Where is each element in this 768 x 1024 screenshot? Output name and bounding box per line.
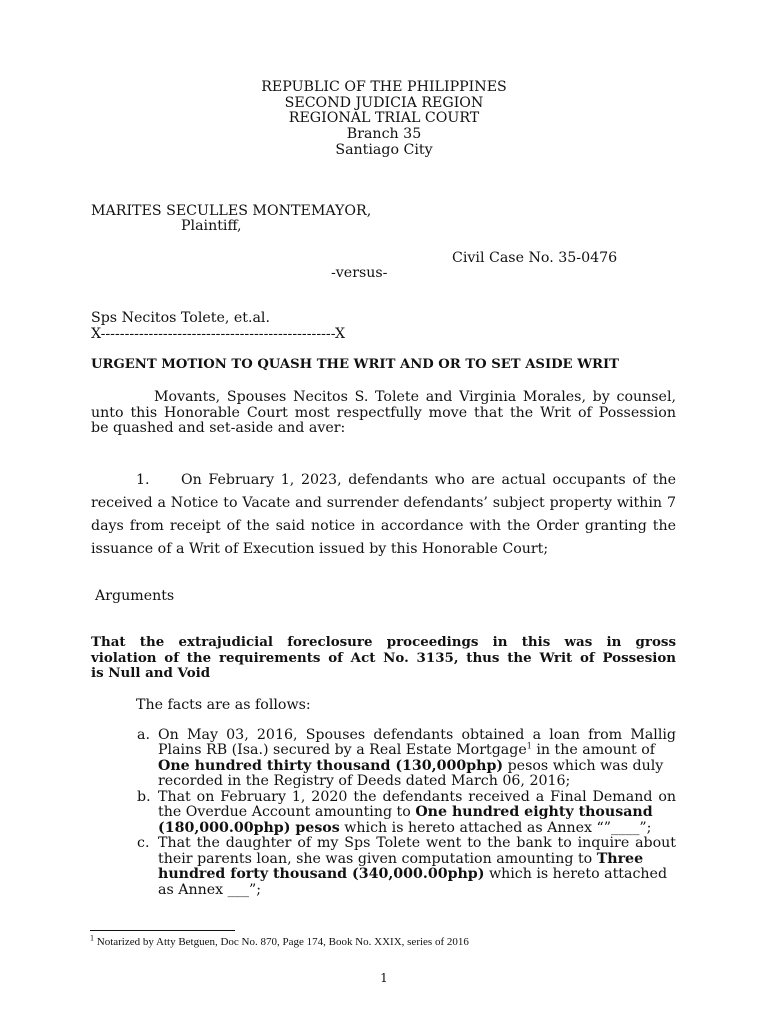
fact-c-line-3-rest: which is hereto attached (484, 866, 668, 882)
fact-a-line-2-text: Plains RB (Isa.) secured by a Real Estate Mortgage (158, 742, 527, 758)
footnote-divider (90, 930, 235, 931)
court-header-region: SECOND JUDICIA REGION (284, 95, 484, 111)
para1-line-2: received a Notice to Vacate and surrender defendants’ subject property within 7 (91, 495, 676, 511)
fact-a-line-4: recorded in the Registry of Deeds dated March 06, 2016; (158, 773, 571, 789)
fact-c-amount-start: Three (596, 851, 644, 867)
argument-heading-line-1: That the extrajudicial foreclosure proceedings in this was in gross (91, 634, 676, 650)
fact-b-line-2 (158, 804, 676, 820)
fact-b-line-3 (158, 820, 676, 836)
fact-b-label: b. (137, 789, 151, 805)
court-header-republic: REPUBLIC OF THE PHILIPPINES (261, 79, 507, 95)
facts-intro: The facts are as follows: (136, 697, 311, 713)
defendants-name: Sps Necitos Tolete, et.al. (91, 310, 270, 326)
fact-c-amount: hundred forty thousand (340,000.00php) (158, 866, 485, 882)
intro-line-3: be quashed and set-aside and aver: (91, 420, 346, 436)
fact-a-line-3 (158, 758, 676, 774)
court-header-court: REGIONAL TRIAL COURT (288, 110, 480, 126)
intro-line-2: unto this Honorable Court most respectfully move that the Writ of Possession (91, 405, 676, 421)
fact-c-line-1: That the daughter of my Sps Tolete went to the bank to inquire about (158, 835, 676, 851)
plaintiff-name: MARITES SECULLES MONTEMAYOR, (91, 203, 372, 219)
para1-line-4: issuance of a Writ of Execution issued by this Honorable Court; (91, 541, 549, 557)
footnote-ref: 1 (526, 741, 532, 751)
argument-heading-line-3: is Null and Void (91, 665, 211, 681)
fact-b-amount: (180,000.00php) pesos (158, 820, 340, 836)
fact-a-amount: One hundred thirty thousand (130,000php) (158, 758, 504, 774)
para1-number: 1. (136, 472, 150, 488)
versus-label: -versus- (331, 265, 388, 281)
footnote-text: Notarized by Atty Betguen, Doc No. 870, Page 174, Book No. XXIX, series of 2016 (94, 936, 469, 948)
footnote (90, 934, 469, 950)
plaintiff-role: Plaintiff, (181, 218, 242, 234)
fact-c-line-2 (158, 851, 676, 867)
footnote-mark: 1 (90, 933, 94, 943)
argument-heading-line-2: violation of the requirements of Act No. 3135, thus the Writ of Possesion (91, 650, 676, 666)
fact-a-label: a. (137, 727, 150, 743)
fact-a-line-2 (158, 742, 676, 758)
fact-a-line-3-rest: pesos which was duly (503, 758, 664, 774)
fact-c-line-2-text: their parents loan, she was given computation amounting to (158, 851, 597, 867)
fact-c-line-4: as Annex ___”; (158, 882, 261, 898)
fact-b-line-1: That on February 1, 2020 the defendants received a Final Demand on (158, 789, 676, 805)
para1-line-1: On February 1, 2023, defendants who are actual occupants of the (181, 472, 676, 488)
page-number: 1 (380, 971, 388, 985)
court-header-branch: Branch 35 (346, 126, 422, 142)
fact-b-line-3-rest: which is hereto attached as Annex “”____”; (339, 820, 652, 836)
fact-b-amount-words: One hundred eighty thousand (415, 804, 653, 820)
fact-a-line-2-rest: in the amount of (531, 742, 655, 758)
fact-c-line-3 (158, 866, 676, 882)
intro-line-1: Movants, Spouses Necitos S. Tolete and Virginia Morales, by counsel, (154, 389, 676, 405)
court-header-city: Santiago City (335, 142, 433, 158)
fact-b-line-2-text: the Overdue Account amounting to (158, 804, 416, 820)
fact-c-label: c. (137, 835, 150, 851)
motion-title: URGENT MOTION TO QUASH THE WRIT AND OR TO SET ASIDE WRIT (91, 357, 619, 372)
fact-a-line-1: On May 03, 2016, Spouses defendants obtained a loan from Mallig (158, 727, 676, 743)
para1-line-3: days from receipt of the said notice in accordance with the Order granting the (91, 518, 676, 534)
arguments-label: Arguments (95, 588, 175, 604)
case-number: Civil Case No. 35-0476 (452, 250, 618, 266)
caption-separator: X-------------------------------------------------X (91, 326, 346, 342)
